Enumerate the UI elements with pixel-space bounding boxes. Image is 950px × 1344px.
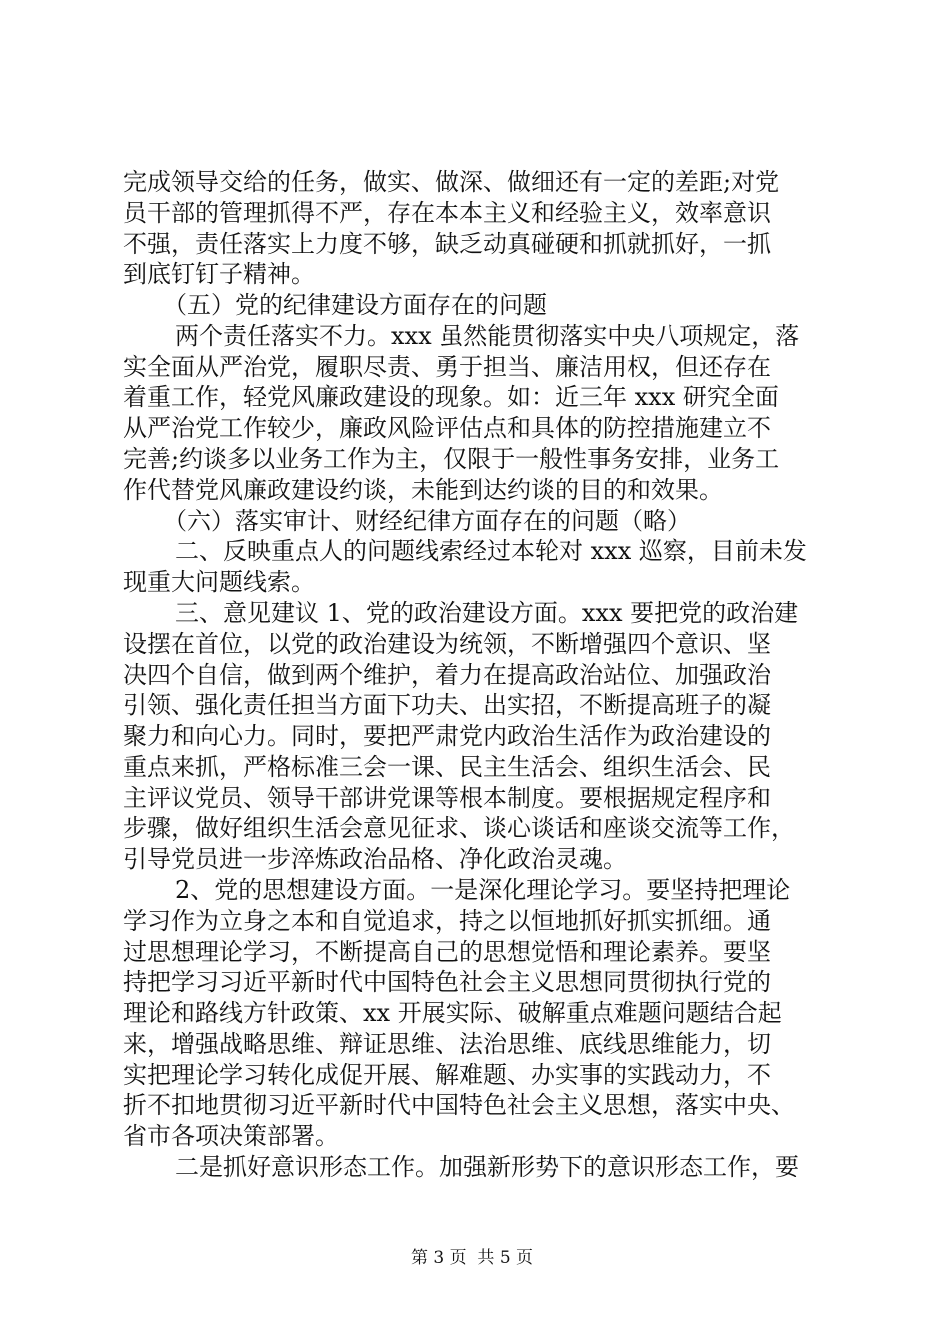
line-text: 着重工作，轻党风廉政建设的现象。如：近三年 xxx 研究全面 (123, 383, 779, 411)
text-line (0, 229, 950, 259)
line-text: 引领、强化责任担当方面下功夫、出实招，不断提高班子的凝 (123, 691, 771, 719)
page-number: 第 3 页 共 5 页 (411, 1248, 534, 1268)
text-line (0, 690, 950, 720)
text-line (0, 536, 950, 566)
text-line (0, 844, 950, 874)
line-text: 引导党员进一步淬炼政治品格、净化政治灵魂。 (123, 845, 627, 873)
text-line (0, 629, 950, 659)
text-line (0, 321, 950, 351)
text-line (0, 813, 950, 843)
text-line (0, 721, 950, 751)
text-line (0, 413, 950, 443)
page-footer (0, 1244, 950, 1272)
text-line (0, 1060, 950, 1090)
text-line (0, 1152, 950, 1182)
line-text: 作代替党风廉政建设约谈，未能到达约谈的目的和效果。 (123, 476, 723, 504)
text-line (0, 382, 950, 412)
text-line (0, 598, 950, 628)
line-text: 来，增强战略思维、辩证思维、法治思维、底线思维能力，切 (123, 1030, 771, 1058)
text-line (0, 259, 950, 289)
text-line (0, 906, 950, 936)
text-line (0, 752, 950, 782)
line-text: 决四个自信，做到两个维护，着力在提高政治站位、加强政治 (123, 661, 771, 689)
line-text: 重点来抓，严格标准三会一课、民主生活会、组织生活会、民 (123, 753, 771, 781)
text-line (0, 783, 950, 813)
line-text: 聚力和向心力。同时，要把严肃党内政治生活作为政治建设的 (123, 722, 771, 750)
line-text: （五）党的纪律建设方面存在的问题 (163, 291, 547, 319)
line-text: 到底钉钉子精神。 (123, 260, 315, 288)
text-line (0, 967, 950, 997)
line-text: 三、意见建议 1、党的政治建设方面。xxx 要把党的政治建 (175, 599, 799, 627)
line-text: 设摆在首位，以党的政治建设为统领，不断增强四个意识、坚 (123, 630, 771, 658)
text-line (0, 167, 950, 197)
line-text: 实全面从严治党，履职尽责、勇于担当、廉洁用权，但还存在 (123, 353, 771, 381)
line-text: 不强，责任落实上力度不够，缺乏动真碰硬和抓就抓好，一抓 (123, 230, 771, 258)
line-text: 折不扣地贯彻习近平新时代中国特色社会主义思想，落实中央、 (123, 1091, 795, 1119)
text-line (0, 1029, 950, 1059)
text-line (0, 198, 950, 228)
line-text: 现重大问题线索。 (123, 568, 315, 596)
line-text: 实把理论学习转化成促开展、解难题、办实事的实践动力，不 (123, 1061, 771, 1089)
line-text: 2、党的思想建设方面。一是深化理论学习。要坚持把理论 (175, 876, 791, 904)
line-text: 从严治党工作较少，廉政风险评估点和具体的防控措施建立不 (123, 414, 771, 442)
line-text: 两个责任落实不力。xxx 虽然能贯彻落实中央八项规定，落 (175, 322, 800, 350)
line-text: 完成领导交给的任务，做实、做深、做细还有一定的差距;对党 (123, 168, 780, 196)
line-text: 过思想理论学习，不断提高自己的思想觉悟和理论素养。要坚 (123, 938, 771, 966)
line-text: 员干部的管理抓得不严，存在本本主义和经验主义，效率意识 (123, 199, 771, 227)
line-text: 理论和路线方针政策、xx 开展实际、破解重点难题问题结合起 (123, 999, 782, 1027)
line-text: 二是抓好意识形态工作。加强新形势下的意识形态工作，要 (175, 1153, 799, 1181)
text-line (0, 567, 950, 597)
line-text: 持把学习习近平新时代中国特色社会主义思想同贯彻执行党的 (123, 968, 771, 996)
line-text: 省市各项决策部署。 (123, 1122, 339, 1150)
text-line (0, 444, 950, 474)
line-text: 二、反映重点人的问题线索经过本轮对 xxx 巡察，目前未发 (175, 537, 807, 565)
text-line (0, 998, 950, 1028)
text-line (0, 475, 950, 505)
text-line (0, 937, 950, 967)
line-text: 完善;约谈多以业务工作为主，仅限于一般性事务安排，业务工 (123, 445, 780, 473)
text-line (0, 875, 950, 905)
text-line (0, 660, 950, 690)
line-text: （六）落实审计、财经纪律方面存在的问题（略） (163, 507, 691, 535)
section-heading (0, 290, 950, 320)
text-line (0, 1121, 950, 1151)
text-line (0, 352, 950, 382)
section-heading (0, 506, 950, 536)
line-text: 步骤，做好组织生活会意见征求、谈心谈话和座谈交流等工作， (123, 814, 795, 842)
line-text: 学习作为立身之本和自觉追求，持之以恒地抓好抓实抓细。通 (123, 907, 771, 935)
text-line (0, 1090, 950, 1120)
line-text: 主评议党员、领导干部讲党课等根本制度。要根据规定程序和 (123, 784, 771, 812)
